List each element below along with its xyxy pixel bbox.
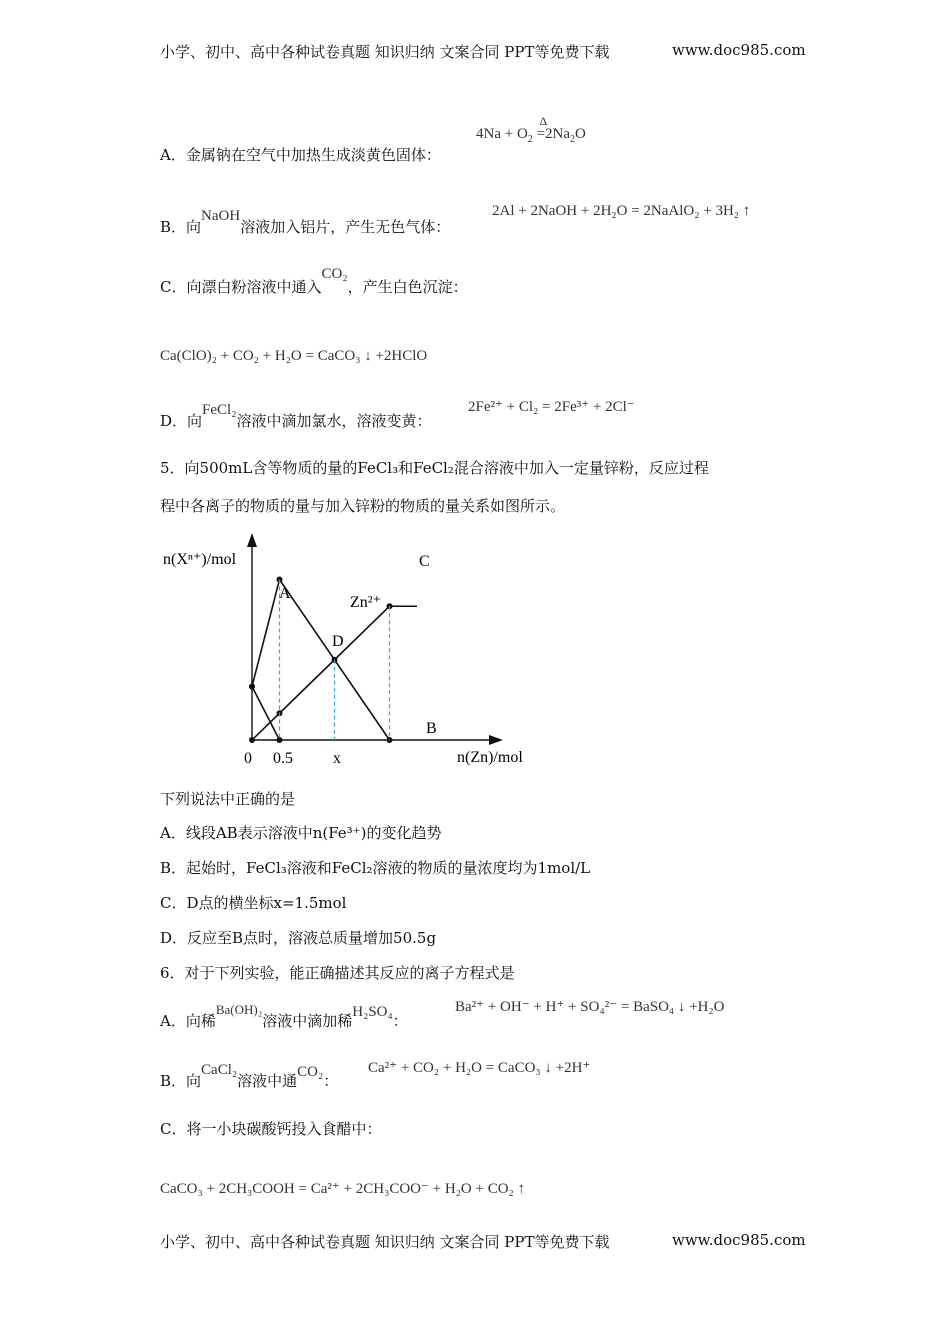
q4-option-b-equation: 2Al + 2NaOH + 2H₂O = 2NaAlO₂ + 3H₂ ↑	[492, 203, 751, 219]
q6-stem: 6．对于下列实验，能正确描述其反应的离子方程式是	[160, 964, 515, 982]
x-axis-arrow	[489, 735, 503, 745]
q4-option-c-equation: Ca(ClO)₂ + CO₂ + H₂O = CaCO₃ ↓ +2HClO	[160, 348, 428, 364]
q5-option-b[interactable]: B．起始时，FeCl₃溶液和FeCl₂溶液的物质的量浓度均为1mol/L	[160, 859, 591, 877]
q6-option-a-equation: Ba²⁺ + OH⁻ + H⁺ + SO₄²⁻ = BaSO₄ ↓ +H₂O	[455, 999, 725, 1015]
tick-label-0-5: 0.5	[273, 750, 293, 767]
footer-left-text: 小学、初中、高中各种试卷真题 知识归纳 文案合同 PPT等免费下载	[160, 1233, 610, 1251]
q5-stem-line2: 程中各离子的物质的量与加入锌粉的物质的量关系如图所示。	[160, 497, 566, 515]
q4-option-c: C．向漂白粉溶液中通入CO₂，产生白色沉淀：	[160, 266, 468, 296]
h2so4-formula: H₂SO₄	[352, 1004, 393, 1020]
point-label-a: A	[279, 585, 291, 602]
series-line-0	[252, 606, 417, 740]
x-axis-label: n(Zn)/mol	[457, 749, 523, 766]
tick-label-x: x	[333, 750, 341, 767]
q4-option-a-equation: $4Na + O_2$ Δ $=2Na_2O$	[476, 114, 586, 145]
q4-option-d-equation: 2Fe²⁺ + Cl₂ = 2Fe³⁺ + 2Cl⁻	[468, 399, 635, 415]
zn-series-label: Zn²⁺	[350, 594, 382, 611]
footer-url-link[interactable]: www.doc985.com	[672, 1231, 806, 1249]
q6-option-c-text: C．将一小块碳酸钙投入食醋中：	[160, 1120, 382, 1138]
header-left-text: 小学、初中、高中各种试卷真题 知识归纳 文案合同 PPT等免费下载	[160, 43, 610, 61]
q6-option-b-equation: Ca²⁺ + CO₂ + H₂O = CaCO₃ ↓ +2H⁺	[368, 1060, 591, 1076]
cacl2-formula: CaCl₂	[201, 1062, 238, 1078]
q5-option-c[interactable]: C．D点的横坐标x=1.5mol	[160, 894, 347, 912]
q5-option-d[interactable]: D．反应至B点时，溶液总质量增加50.5g	[160, 929, 437, 947]
q5-stem-line1: 5．向500mL含等物质的量的FeCl₃和FeCl₂混合溶液中加入一定量锌粉，反应过程	[160, 459, 709, 477]
y-axis-arrow	[247, 533, 257, 547]
y-axis-label: n(Xⁿ⁺)/mol	[163, 551, 237, 568]
series-point-2-0	[249, 684, 255, 690]
q6-option-c-equation: CaCO₃ + 2CH₃COOH = Ca²⁺ + 2CH₃COO⁻ + H₂O + CO₂ ↑	[160, 1181, 526, 1197]
point-label-d: D	[332, 633, 344, 650]
co2-formula: CO₂	[321, 266, 348, 282]
q4-option-d: D．向FeCl₂溶液中滴加氯水，溶液变黄：	[160, 402, 432, 430]
point-label-b: B	[426, 720, 437, 737]
q6-option-b: B．向CaCl₂溶液中通CO₂：	[160, 1062, 339, 1090]
point-label-c: C	[419, 553, 430, 570]
baoh2-formula: Ba(OH)₂	[215, 1002, 263, 1017]
heat-delta-symbol: Δ	[539, 114, 548, 128]
naoh-formula: NaOH	[201, 208, 241, 224]
co2-formula-b: CO₂	[297, 1064, 324, 1080]
q5-question: 下列说法中正确的是	[160, 790, 296, 808]
header-url-link[interactable]: www.doc985.com	[672, 41, 806, 59]
series-point-0-0	[249, 737, 255, 743]
q4-option-a-text: A．金属钠在空气中加热生成淡黄色固体：	[160, 146, 441, 164]
q6-option-a: A．向稀Ba(OH)₂溶液中滴加稀H₂SO₄：	[160, 1002, 408, 1030]
fecl2-formula: FeCl₂	[202, 402, 237, 418]
q5-option-a[interactable]: A．线段AB表示溶液中n(Fe³⁺)的变化趋势	[160, 824, 442, 842]
series-line-2	[252, 687, 280, 741]
q4-option-b: B．向NaOH溶液加入铝片，产生无色气体：	[160, 208, 451, 236]
tick-label-0: 0	[244, 750, 252, 767]
q5-chart	[155, 525, 555, 775]
